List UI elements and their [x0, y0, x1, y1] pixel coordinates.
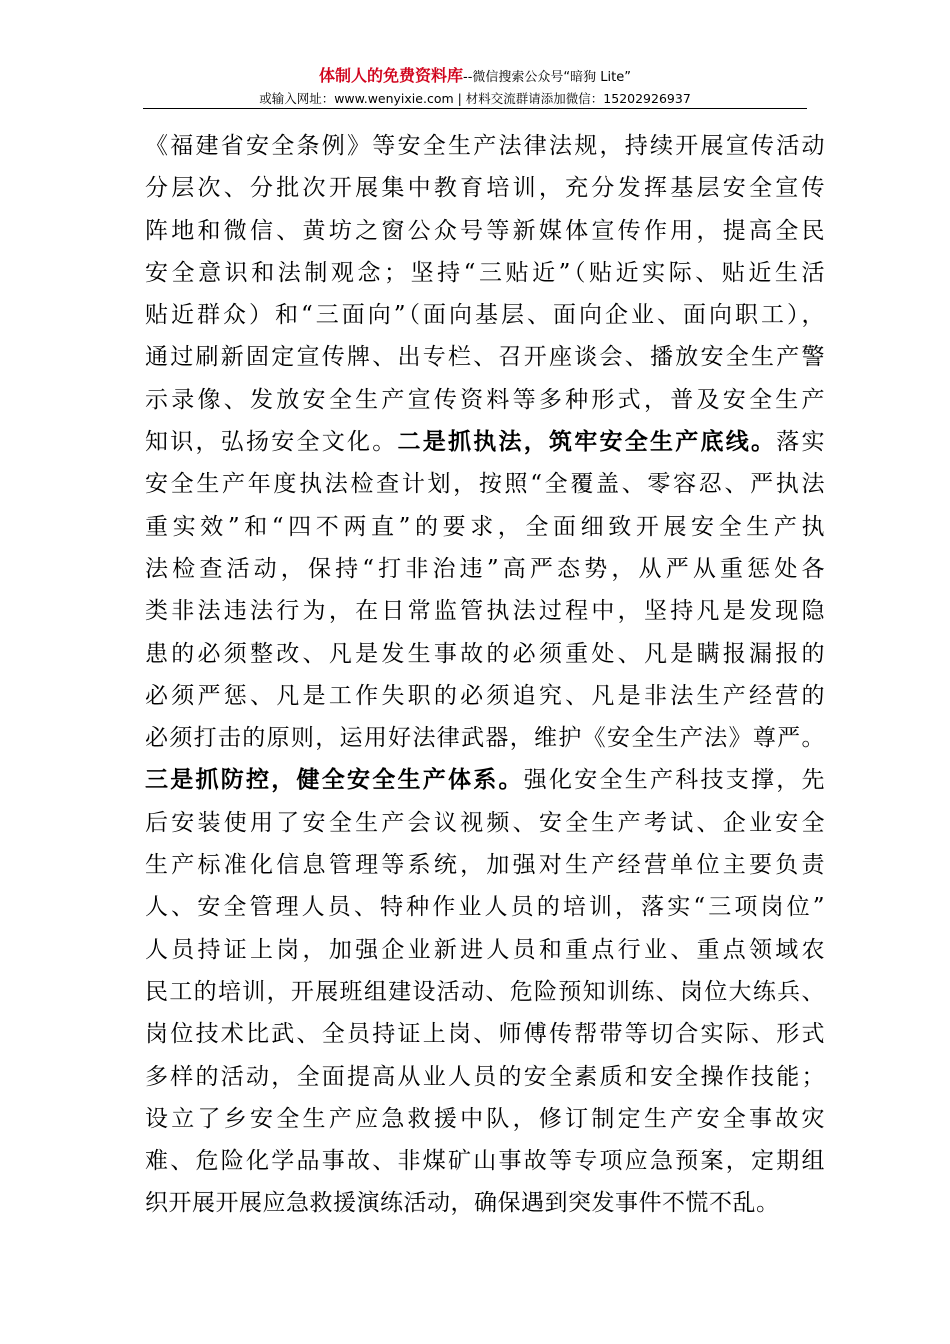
text-line [145, 125, 825, 167]
text-line [145, 421, 825, 463]
section-heading-3: 三是抓防控，健全安全生产体系。 [145, 766, 524, 794]
text-run: 重实效”和“四不两直”的要求，全面细致开展安全生产执 [145, 513, 825, 540]
text-run: 安全生产年度执法检查计划，按照“全覆盖、零容忍、严执法 [145, 471, 825, 498]
header-line-2: 或输入网址：www.wenyixie.com | 材料交流群请添加微信：15202926937 [259, 91, 691, 106]
text-run: 《福建省安全条例》等安全生产法律法规，持续开展宣传活动 [145, 133, 825, 159]
text-line [145, 759, 825, 801]
text-line [145, 1182, 825, 1224]
text-line [145, 379, 825, 421]
text-line [145, 802, 825, 844]
text-run: 民工的培训，开展班组建设活动、危险预知训练、岗位大练兵、 [145, 978, 825, 1005]
text-line [145, 252, 825, 294]
text-run: 设立了乡安全生产应急救援中队，修订制定生产安全事故灾 [145, 1105, 825, 1132]
text-line [145, 590, 825, 632]
text-run: 必须打击的原则，运用好法律武器，维护《安全生产法》尊严。 [145, 725, 825, 752]
text-line [145, 336, 825, 378]
text-run: 贴近群众）和“三面向”（面向基层、面向企业、面向职工）， [145, 302, 825, 329]
text-run: 法检查活动，保持“打非治违”高严态势，从严从重惩处各 [145, 555, 825, 582]
text-run: 阵地和微信、黄坊之窗公众号等新媒体宣传作用，提高全民 [145, 217, 825, 244]
text-line [145, 506, 825, 548]
text-run: 多样的活动，全面提高从业人员的安全素质和安全操作技能； [145, 1063, 825, 1090]
text-line [145, 1140, 825, 1182]
text-run: 患的必须整改、凡是发生事故的必须重处、凡是瞒报漏报的 [145, 640, 825, 667]
text-run: 知识，弘扬安全文化。 [145, 429, 398, 456]
text-run: 强化安全生产科技支撑，先 [523, 767, 825, 794]
text-line [145, 167, 825, 209]
text-run: 必须严惩、凡是工作失职的必须追究、凡是非法生产经营的 [145, 682, 825, 709]
text-run: 通过刷新固定宣传牌、出专栏、召开座谈会、播放安全生产警 [145, 344, 825, 371]
text-run: 类非法违法行为，在日常监管执法过程中，坚持凡是发现隐 [145, 598, 825, 625]
text-line [145, 971, 825, 1013]
text-run: 示录像、发放安全生产宣传资料等多种形式，普及安全生产 [145, 386, 825, 413]
text-line [145, 1056, 825, 1098]
header-title: 体制人的免费资料库 [319, 66, 464, 85]
header-subtitle: --微信搜索公众号“暗狗 Lite” [463, 70, 631, 85]
text-run: 生产标准化信息管理等系统，加强对生产经营单位主要负责 [145, 852, 825, 879]
text-line [145, 210, 825, 252]
text-line [145, 675, 825, 717]
text-line [145, 1098, 825, 1140]
text-line [145, 929, 825, 971]
document-body [145, 125, 825, 1225]
text-run: 人、安全管理人员、特种作业人员的培训，落实“三项岗位” [145, 894, 825, 921]
text-line [145, 886, 825, 928]
header-divider [143, 108, 807, 109]
text-line [145, 548, 825, 590]
text-run: 分层次、分批次开展集中教育培训，充分发挥基层安全宣传 [145, 175, 825, 202]
text-line [145, 844, 825, 886]
text-run: 人员持证上岗，加强企业新进人员和重点行业、重点领域农 [145, 936, 825, 963]
text-line [145, 717, 825, 759]
text-line [145, 463, 825, 505]
text-run: 落实 [776, 429, 825, 456]
text-line [145, 294, 825, 336]
text-run: 后安装使用了安全生产会议视频、安全生产考试、企业安全 [145, 809, 825, 836]
text-run: 安全意识和法制观念；坚持“三贴近”（贴近实际、贴近生活 [145, 259, 825, 286]
header-line-1 [0, 66, 950, 88]
text-line [145, 1013, 825, 1055]
text-run: 岗位技术比武、全员持证上岗、师傅传帮带等切合实际、形式 [145, 1021, 825, 1048]
text-run: 织开展开展应急救援演练活动，确保遇到突发事件不慌不乱。 [145, 1190, 780, 1217]
text-line [145, 633, 825, 675]
page-header [0, 66, 950, 108]
section-heading-2: 二是抓执法，筑牢安全生产底线。 [397, 428, 777, 456]
text-run: 难、危险化学品事故、非煤矿山事故等专项应急预案，定期组 [145, 1148, 825, 1175]
